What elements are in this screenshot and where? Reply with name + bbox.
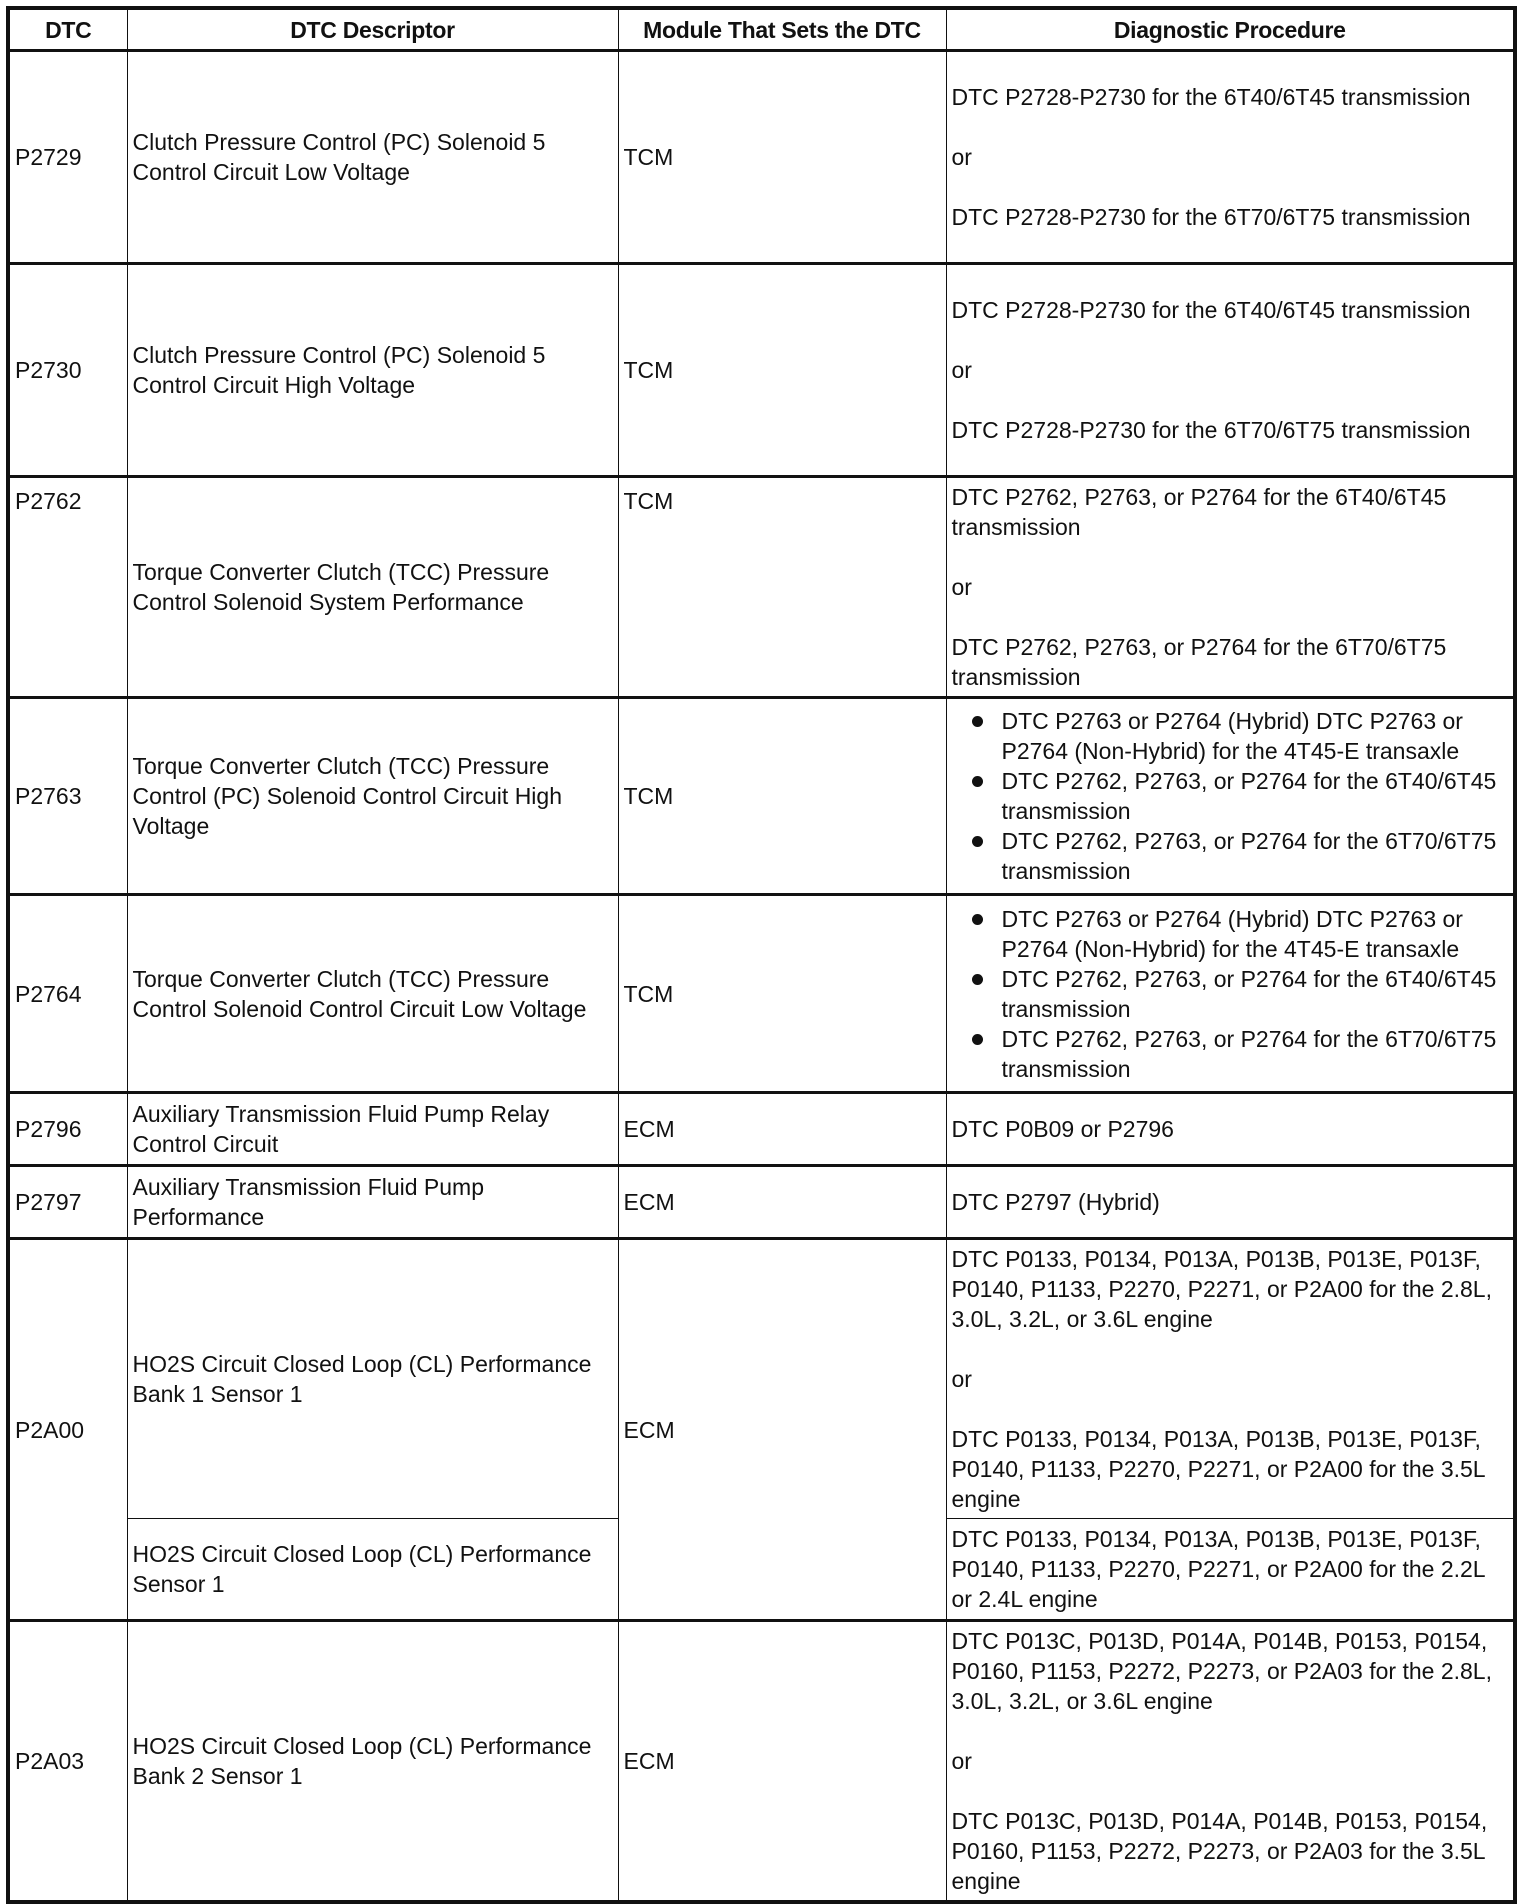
- procedure-separator: or: [951, 1366, 972, 1392]
- bullet-icon: [972, 836, 983, 847]
- procedure-link[interactable]: DTC P2763 or P2764 (Hybrid) DTC P2763 or P2764 (Non-Hybrid) for the 4T45-E transaxle: [1001, 905, 1463, 962]
- procedure-bullet-item[interactable]: [952, 1024, 1509, 1084]
- diagnostic-procedure[interactable]: DTC P2797 (Hybrid): [946, 1166, 1515, 1239]
- procedure-separator: or: [951, 144, 972, 170]
- diagnostic-procedure[interactable]: DTC P0133, P0134, P013A, P013B, P013E, P013F, P0140, P1133, P2270, P2271, or P2A00 for the 2.2L or 2.4L engine: [946, 1519, 1515, 1621]
- procedure-separator: or: [951, 574, 972, 600]
- header-dtc: DTC: [8, 8, 127, 51]
- diagnostic-procedure: [946, 1621, 1515, 1903]
- dtc-descriptor: Auxiliary Transmission Fluid Pump Relay Control Circuit: [127, 1093, 618, 1166]
- dtc-descriptor: Auxiliary Transmission Fluid Pump Performance: [127, 1166, 618, 1239]
- procedure-link[interactable]: DTC P2728-P2730 for the 6T40/6T45 transmission: [951, 84, 1471, 110]
- dtc-descriptor: Torque Converter Clutch (TCC) Pressure Control Solenoid Control Circuit Low Voltage: [127, 895, 618, 1093]
- procedure-link[interactable]: DTC P2728-P2730 for the 6T70/6T75 transmission: [951, 204, 1471, 230]
- diagnostic-procedure: [946, 698, 1515, 895]
- procedure-link[interactable]: DTC P2762, P2763, or P2764 for the 6T40/6T45 transmission: [1001, 768, 1497, 824]
- procedure-link[interactable]: DTC P013C, P013D, P014A, P014B, P0153, P0154, P0160, P1153, P2272, P2273, or P2A03 for the 3.5L engine: [951, 1808, 1488, 1894]
- diagnostic-procedure: [946, 477, 1515, 698]
- dtc-descriptor: HO2S Circuit Closed Loop (CL) Performance Sensor 1: [127, 1519, 618, 1621]
- procedure-bullet-list: [952, 706, 1509, 886]
- dtc-code: P2730: [8, 264, 127, 477]
- procedure-link[interactable]: DTC P0133, P0134, P013A, P013B, P013E, P013F, P0140, P1133, P2270, P2271, or P2A00 for the 2.8L, 3.0L, 3.2L, or 3.6L engine: [951, 1246, 1492, 1332]
- dtc-descriptor: Torque Converter Clutch (TCC) Pressure Control (PC) Solenoid Control Circuit High Voltage: [127, 698, 618, 895]
- dtc-code: P2A03: [8, 1621, 127, 1903]
- header-procedure: Diagnostic Procedure: [946, 8, 1515, 51]
- procedure-link[interactable]: DTC P2762, P2763, or P2764 for the 6T40/6T45 transmission: [951, 484, 1447, 540]
- bullet-icon: [972, 914, 983, 925]
- table-row-p2a03: [8, 1621, 1515, 1903]
- procedure-separator: or: [951, 357, 972, 383]
- bullet-icon: [972, 974, 983, 985]
- dtc-code: P2A00: [8, 1239, 127, 1621]
- procedure-link[interactable]: DTC P2762, P2763, or P2764 for the 6T40/6T45 transmission: [1001, 965, 1497, 1022]
- header-module: Module That Sets the DTC: [618, 8, 946, 51]
- bullet-icon: [972, 1034, 983, 1045]
- diagnostic-procedure: [946, 264, 1515, 477]
- dtc-code: P2797: [8, 1166, 127, 1239]
- dtc-code: P2796: [8, 1093, 127, 1166]
- procedure-link[interactable]: DTC P2728-P2730 for the 6T70/6T75 transmission: [951, 417, 1471, 443]
- dtc-code: P2729: [8, 51, 127, 264]
- procedure-bullet-item[interactable]: [952, 706, 1509, 766]
- procedure-bullet-item[interactable]: [952, 826, 1509, 886]
- table-row-p2762: [8, 477, 1515, 698]
- dtc-table: [6, 6, 1517, 1904]
- dtc-descriptor: Torque Converter Clutch (TCC) Pressure Control Solenoid System Performance: [127, 477, 618, 698]
- module: ECM: [618, 1621, 946, 1903]
- dtc-code: P2762: [8, 477, 127, 698]
- procedure-bullet-item[interactable]: [952, 766, 1509, 826]
- module: TCM: [618, 895, 946, 1093]
- dtc-code: P2763: [8, 698, 127, 895]
- diagnostic-procedure: [946, 895, 1515, 1093]
- procedure-link[interactable]: DTC P2763 or P2764 (Hybrid) DTC P2763 or P2764 (Non-Hybrid) for the 4T45-E transaxle: [1001, 708, 1463, 764]
- diagnostic-procedure: [946, 51, 1515, 264]
- procedure-bullet-item[interactable]: [952, 964, 1509, 1024]
- bullet-icon: [972, 716, 983, 727]
- dtc-descriptor: HO2S Circuit Closed Loop (CL) Performance Bank 2 Sensor 1: [127, 1621, 618, 1903]
- procedure-link[interactable]: DTC P2762, P2763, or P2764 for the 6T70/6T75 transmission: [1001, 1025, 1497, 1082]
- module: TCM: [618, 264, 946, 477]
- module: TCM: [618, 698, 946, 895]
- diagnostic-procedure: [946, 1239, 1515, 1519]
- bullet-icon: [972, 776, 983, 787]
- procedure-link[interactable]: DTC P2762, P2763, or P2764 for the 6T70/6T75 transmission: [1001, 828, 1497, 884]
- dtc-code: P2764: [8, 895, 127, 1093]
- dtc-descriptor: HO2S Circuit Closed Loop (CL) Performance Bank 1 Sensor 1: [127, 1239, 618, 1519]
- procedure-link[interactable]: DTC P2728-P2730 for the 6T40/6T45 transmission: [951, 297, 1471, 323]
- procedure-separator: or: [951, 1748, 972, 1774]
- table-row-p2763: [8, 698, 1515, 895]
- procedure-link[interactable]: DTC P2762, P2763, or P2764 for the 6T70/6T75 transmission: [951, 634, 1447, 690]
- module: ECM: [618, 1239, 946, 1621]
- header-row: [8, 8, 1515, 51]
- module: ECM: [618, 1093, 946, 1166]
- table-row-p2729: [8, 51, 1515, 264]
- module: TCM: [618, 51, 946, 264]
- module: ECM: [618, 1166, 946, 1239]
- dtc-descriptor: Clutch Pressure Control (PC) Solenoid 5 Control Circuit Low Voltage: [127, 51, 618, 264]
- procedure-link[interactable]: DTC P0133, P0134, P013A, P013B, P013E, P013F, P0140, P1133, P2270, P2271, or P2A00 for the 3.5L engine: [951, 1426, 1485, 1512]
- table-row-p2764: [8, 895, 1515, 1093]
- module: TCM: [618, 477, 946, 698]
- table-row-p2797: [8, 1166, 1515, 1239]
- procedure-link[interactable]: DTC P013C, P013D, P014A, P014B, P0153, P0154, P0160, P1153, P2272, P2273, or P2A03 for the 2.8L, 3.0L, 3.2L, or 3.6L engine: [951, 1628, 1492, 1714]
- table-row-p2a00: [8, 1239, 1515, 1519]
- table-row-p2796: [8, 1093, 1515, 1166]
- header-descriptor: DTC Descriptor: [127, 8, 618, 51]
- table-row-p2730: [8, 264, 1515, 477]
- diagnostic-procedure[interactable]: DTC P0B09 or P2796: [946, 1093, 1515, 1166]
- procedure-bullet-item[interactable]: [952, 904, 1509, 964]
- procedure-bullet-list: [952, 904, 1509, 1084]
- dtc-descriptor: Clutch Pressure Control (PC) Solenoid 5 Control Circuit High Voltage: [127, 264, 618, 477]
